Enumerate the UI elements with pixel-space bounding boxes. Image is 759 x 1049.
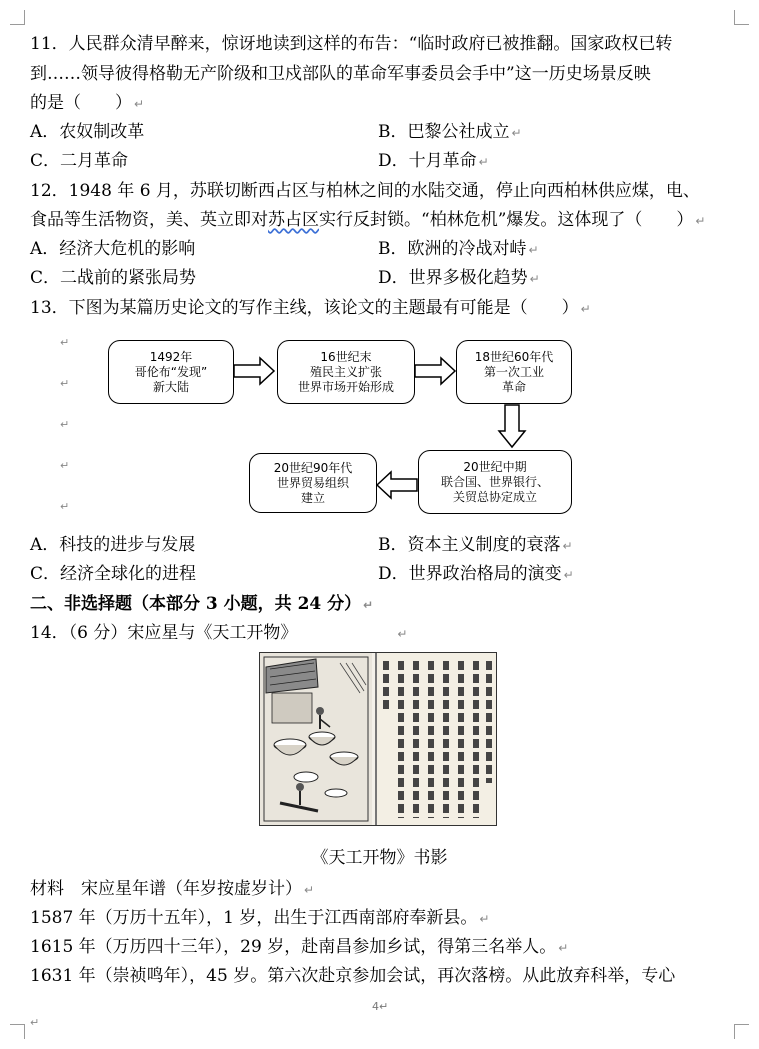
q12-line-1: 12．1948 年 6 月，苏联切断西占区与柏林之间的水陆交通，停止向西柏林供应煤，电、: [30, 181, 700, 201]
crop-mark-top-left: [10, 10, 25, 25]
q12-line-2c: 实行反封锁。“柏林危机”爆发。这体现了（ ）: [319, 210, 694, 230]
flow-box-1990s: [249, 453, 377, 513]
flow-box-line: 世界贸易组织: [276, 475, 349, 490]
paragraph-mark: ↵: [397, 627, 408, 641]
section-2-title: [30, 594, 373, 615]
paragraph-mark: ↵: [30, 1016, 40, 1029]
paragraph-mark: ↵: [134, 97, 145, 111]
q12-line-2a: 食品等生活物资，美、英立即对: [30, 210, 268, 230]
flow-box-1492: [108, 340, 234, 404]
paragraph-mark: ↵: [558, 941, 569, 955]
flow-box-line: 16世纪末: [320, 349, 372, 364]
flow-arrow-down: [497, 403, 527, 449]
flow-box-line: 世界市场开始形成: [297, 379, 394, 394]
q12-spellcheck-word: 苏占区: [268, 210, 319, 230]
q14-title-text: 14．（6 分）宋应星与《天工开物》: [30, 623, 298, 643]
flow-box-line: 殖民主义扩张: [309, 364, 382, 379]
flow-arrow-right-2: [413, 356, 457, 386]
q12-line-2: [30, 210, 705, 231]
margin-paragraph-mark: ↵: [60, 418, 70, 431]
q12-option-c[interactable]: C．二战前的紧张局势: [30, 268, 197, 288]
chronology-entry: [30, 908, 489, 929]
q11-line-2: 到……领导彼得格勒无产阶级和卫戍部队的革命军事委员会手中”这一历史场景反映: [30, 64, 651, 84]
q14-title: [30, 623, 407, 644]
q13-option-d[interactable]: [378, 564, 574, 585]
q11-line-1: 11．人民群众清早醉来，惊讶地读到这样的布告：“临时政府已被推翻。国家政权已转: [30, 34, 673, 54]
flow-box-16th-century: [277, 340, 415, 404]
page-number: [372, 1000, 388, 1013]
flow-box-line: 1492年: [149, 349, 193, 364]
paragraph-mark: ↵: [379, 1000, 389, 1013]
chronology-entry-text: 1587 年（万历十五年），1 岁，出生于江西南部府奉新县。: [30, 908, 478, 928]
tiangong-kaiwu-book-image: [259, 652, 497, 826]
q13-stem: 13．下图为某篇历史论文的写作主线，该论文的主题最有可能是（ ）: [30, 298, 579, 318]
flow-box-line: 新大陆: [152, 379, 189, 394]
q11-stem-end: 的是（ ）: [30, 93, 132, 113]
flow-box-mid-20th-century: [418, 450, 572, 514]
q13-option-b[interactable]: [378, 535, 573, 556]
book-page-illustration: [260, 653, 496, 825]
flow-box-line: 联合国、世界银行、: [440, 474, 549, 489]
q12-option-d-text: D．世界多极化趋势: [378, 268, 528, 288]
chronology-entry: 1631 年（崇祯鸣年），45 岁。第六次赴京参加会试，再次落榜。从此放弃科举，专心: [30, 966, 676, 986]
flow-box-line: 20世纪90年代: [273, 460, 353, 475]
flow-box-line: 第一次工业: [483, 364, 544, 379]
crop-mark-top-right: [734, 10, 749, 25]
page-number-text: 4: [372, 1000, 379, 1013]
q12-option-d[interactable]: [378, 268, 540, 289]
material-title-text: 材料 宋应星年谱（年岁按虚岁计）: [30, 879, 302, 899]
q13-option-c[interactable]: C．经济全球化的进程: [30, 564, 197, 584]
flow-arrow-left: [375, 470, 419, 500]
flow-box-line: 建立: [300, 490, 325, 505]
section-2-title-text: 二、非选择题（本部分 3 小题，共 24 分）: [30, 594, 362, 614]
q11-option-b-text: B．巴黎公社成立: [378, 122, 510, 142]
flow-arrow-right-1: [232, 356, 276, 386]
image-caption: 《天工开物》书影: [311, 848, 448, 868]
q11-option-d[interactable]: [378, 151, 489, 172]
flow-box-line: 关贸总协定成立: [452, 489, 537, 504]
paragraph-mark: ↵: [511, 126, 522, 140]
paragraph-mark: ↵: [479, 912, 490, 926]
q11-option-a[interactable]: A．农奴制改革: [30, 122, 145, 142]
paragraph-mark: ↵: [695, 214, 706, 228]
q12-option-b[interactable]: [378, 239, 539, 260]
paragraph-mark: ↵: [363, 598, 374, 612]
paragraph-mark: ↵: [562, 539, 573, 553]
paragraph-mark: ↵: [528, 243, 539, 257]
crop-mark-bottom-left: [10, 1024, 25, 1039]
q11-line-3: [30, 93, 144, 114]
q13-option-b-text: B．资本主义制度的衰落: [378, 535, 561, 555]
q13-option-a[interactable]: A．科技的进步与发展: [30, 535, 196, 555]
q13-option-d-text: D．世界政治格局的演变: [378, 564, 562, 584]
margin-paragraph-mark: ↵: [60, 336, 70, 349]
q13-line-1: [30, 298, 591, 319]
flow-box-18th-century: [456, 340, 572, 404]
flow-box-line: 革命: [501, 379, 526, 394]
flow-box-line: 20世纪中期: [463, 459, 527, 474]
chronology-entry: [30, 937, 568, 958]
q12-option-b-text: B．欧洲的冷战对峙: [378, 239, 527, 259]
chronology-entry-text: 1615 年（万历四十三年），29 岁，赴南昌参加乡试，得第三名举人。: [30, 937, 557, 957]
q12-option-a[interactable]: A．经济大危机的影响: [30, 239, 196, 259]
q11-option-c[interactable]: C．二月革命: [30, 151, 129, 171]
margin-paragraph-mark: ↵: [60, 459, 70, 472]
paragraph-mark: ↵: [580, 302, 591, 316]
q11-option-b[interactable]: [378, 122, 522, 143]
paragraph-mark: ↵: [304, 883, 315, 897]
margin-paragraph-mark: ↵: [60, 377, 70, 390]
material-title: [30, 879, 314, 900]
flow-box-line: 18世纪60年代: [474, 349, 554, 364]
paragraph-mark: ↵: [478, 155, 489, 169]
paragraph-mark: ↵: [529, 272, 540, 286]
q11-option-d-text: D．十月革命: [378, 151, 477, 171]
flow-box-line: 哥伦布“发现”: [134, 364, 208, 379]
margin-paragraph-mark: ↵: [60, 500, 70, 513]
crop-mark-bottom-right: [734, 1024, 749, 1039]
paragraph-mark: ↵: [563, 568, 574, 582]
